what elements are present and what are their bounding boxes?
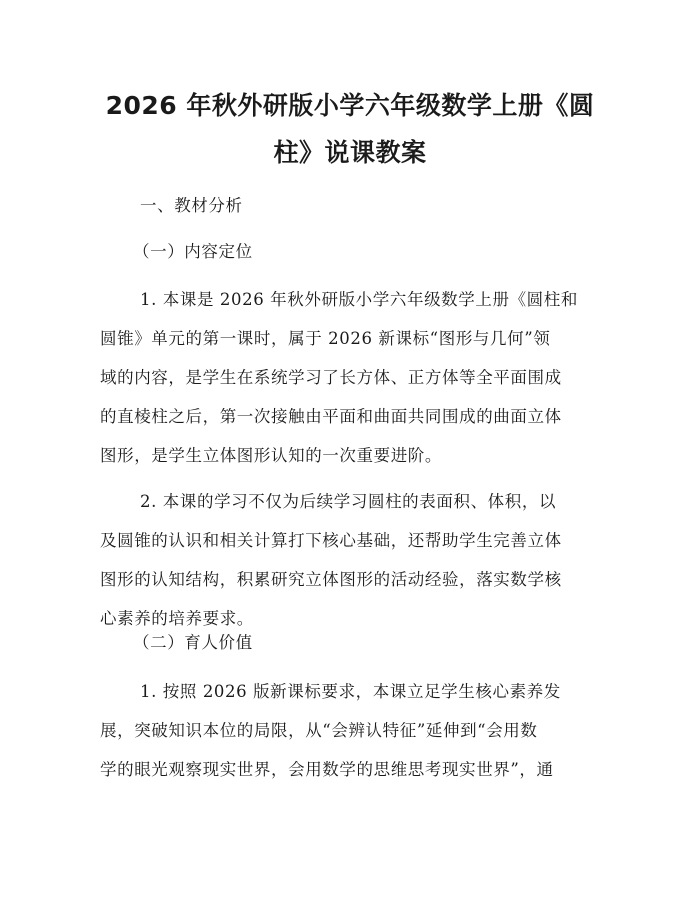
paragraph-2-line-1: 2. 本课的学习不仅为后续学习圆柱的表面积、体积，以	[140, 492, 557, 511]
document-title-line-1: 2026 年秋外研版小学六年级数学上册《圆	[105, 91, 595, 120]
paragraph-2-line-4: 心素养的培养要求。	[100, 609, 254, 628]
paragraph-1-line-4: 的直棱柱之后，第一次接触由平面和曲面共同围成的曲面立体	[100, 407, 562, 426]
document-title-line-2: 柱》说课教案	[273, 138, 427, 167]
paragraph-2-line-3: 图形的认知结构，积累研究立体图形的活动经验，落实数学核	[100, 570, 562, 589]
paragraph-1-line-1: 1. 本课是 2026 年秋外研版小学六年级数学上册《圆柱和	[140, 290, 578, 309]
paragraph-1-line-5: 图形，是学生立体图形认知的一次重要进阶。	[100, 446, 442, 465]
paragraph-1-line-2: 圆锥》单元的第一课时，属于 2026 新课标“图形与几何”领	[100, 329, 551, 348]
paragraph-3-line-1: 1. 按照 2026 版新课标要求，本课立足学生核心素养发	[140, 682, 561, 701]
paragraph-3-line-2: 展，突破知识本位的局限，从“会辨认特征”延伸到“会用数	[100, 721, 538, 740]
paragraph-3-line-3: 学的眼光观察现实世界，会用数学的思维思考现实世界”，通	[100, 760, 554, 779]
subsection-heading-educational-value: （二）育人价值	[133, 633, 253, 652]
paragraph-2-line-2: 及圆锥的认识和相关计算打下核心基础，还帮助学生完善立体	[100, 531, 562, 550]
section-heading-textbook-analysis: 一、教材分析	[140, 196, 243, 215]
subsection-heading-content-positioning: （一）内容定位	[133, 242, 253, 261]
paragraph-1-line-3: 域的内容，是学生在系统学习了长方体、正方体等全平面围成	[100, 368, 562, 387]
